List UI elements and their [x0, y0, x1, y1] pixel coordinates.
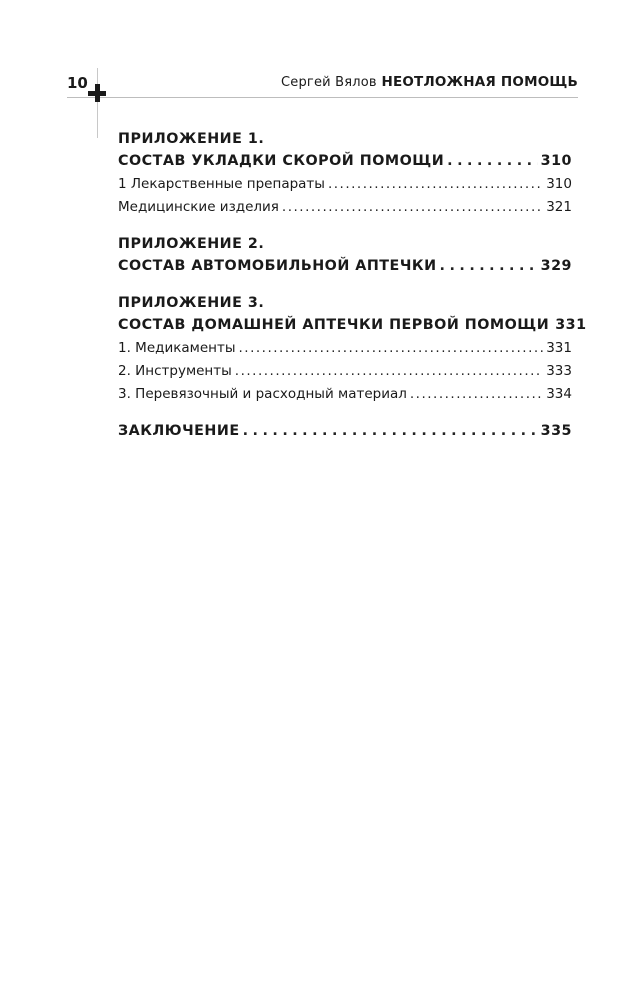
- toc-entry[interactable]: [118, 255, 572, 278]
- toc-entry-label: ЗАКЛЮЧЕНИЕ: [118, 423, 240, 439]
- toc-entry-page: 334: [546, 386, 572, 402]
- toc-entry-label: Медицинские изделия: [118, 199, 279, 215]
- leader-dots: [243, 420, 538, 443]
- leader-dots: [410, 383, 543, 406]
- vertical-rule: [97, 68, 98, 138]
- toc-entry[interactable]: [118, 196, 572, 219]
- toc-entry-label: 3. Перевязочный и расходный материал: [118, 386, 407, 402]
- toc-entry-label: 2. Инструменты: [118, 363, 232, 379]
- cross-icon: [88, 84, 106, 102]
- section-heading: ПРИЛОЖЕНИЕ 2.: [118, 236, 265, 252]
- leader-dots: [239, 337, 544, 360]
- page-number: 10: [67, 74, 88, 92]
- toc-entry-page: 310: [546, 176, 572, 192]
- toc-entry[interactable]: [118, 314, 587, 337]
- section-heading: ПРИЛОЖЕНИЕ 3.: [118, 295, 265, 311]
- toc-entry-page: 335: [540, 423, 572, 439]
- leader-dots: [447, 150, 537, 173]
- leader-dots: [328, 173, 543, 196]
- toc-entry-page: 331: [546, 340, 572, 356]
- header-rule: [67, 97, 578, 98]
- toc-entry-label: СОСТАВ АВТОМОБИЛЬНОЙ АПТЕЧКИ: [118, 258, 437, 274]
- toc-group-appendix-1: [118, 128, 572, 219]
- toc-entry[interactable]: [118, 383, 572, 406]
- toc-entry-page: 321: [546, 199, 572, 215]
- table-of-contents: [118, 128, 587, 457]
- leader-dots: [235, 360, 543, 383]
- toc-entry-page: 310: [540, 153, 572, 169]
- toc-entry-label: 1 Лекарственные препараты: [118, 176, 325, 192]
- toc-entry[interactable]: [118, 173, 572, 196]
- leader-dots: [282, 196, 543, 219]
- toc-group-conclusion: [118, 420, 572, 443]
- toc-entry-label: СОСТАВ УКЛАДКИ СКОРОЙ ПОМОЩИ: [118, 153, 445, 169]
- toc-entry-page: 329: [540, 258, 572, 274]
- author-name: Сергей Вялов: [280, 75, 377, 90]
- toc-entry[interactable]: [118, 150, 572, 173]
- toc-entry-label: 1. Медикаменты: [118, 340, 236, 356]
- leader-dots: [440, 255, 538, 278]
- toc-group-appendix-3: [118, 292, 587, 406]
- toc-entry-label: СОСТАВ ДОМАШНЕЙ АПТЕЧКИ ПЕРВОЙ ПОМОЩИ: [118, 317, 550, 333]
- toc-entry[interactable]: [118, 420, 572, 443]
- toc-entry[interactable]: [118, 360, 572, 383]
- toc-entry-page: 331: [555, 317, 587, 333]
- toc-entry[interactable]: [118, 337, 572, 360]
- toc-entry-page: 333: [546, 363, 572, 379]
- book-title: НЕОТЛОЖНАЯ ПОМОЩЬ: [381, 74, 578, 90]
- toc-group-appendix-2: [118, 233, 572, 278]
- section-heading: ПРИЛОЖЕНИЕ 1.: [118, 131, 265, 147]
- running-head: [281, 74, 578, 90]
